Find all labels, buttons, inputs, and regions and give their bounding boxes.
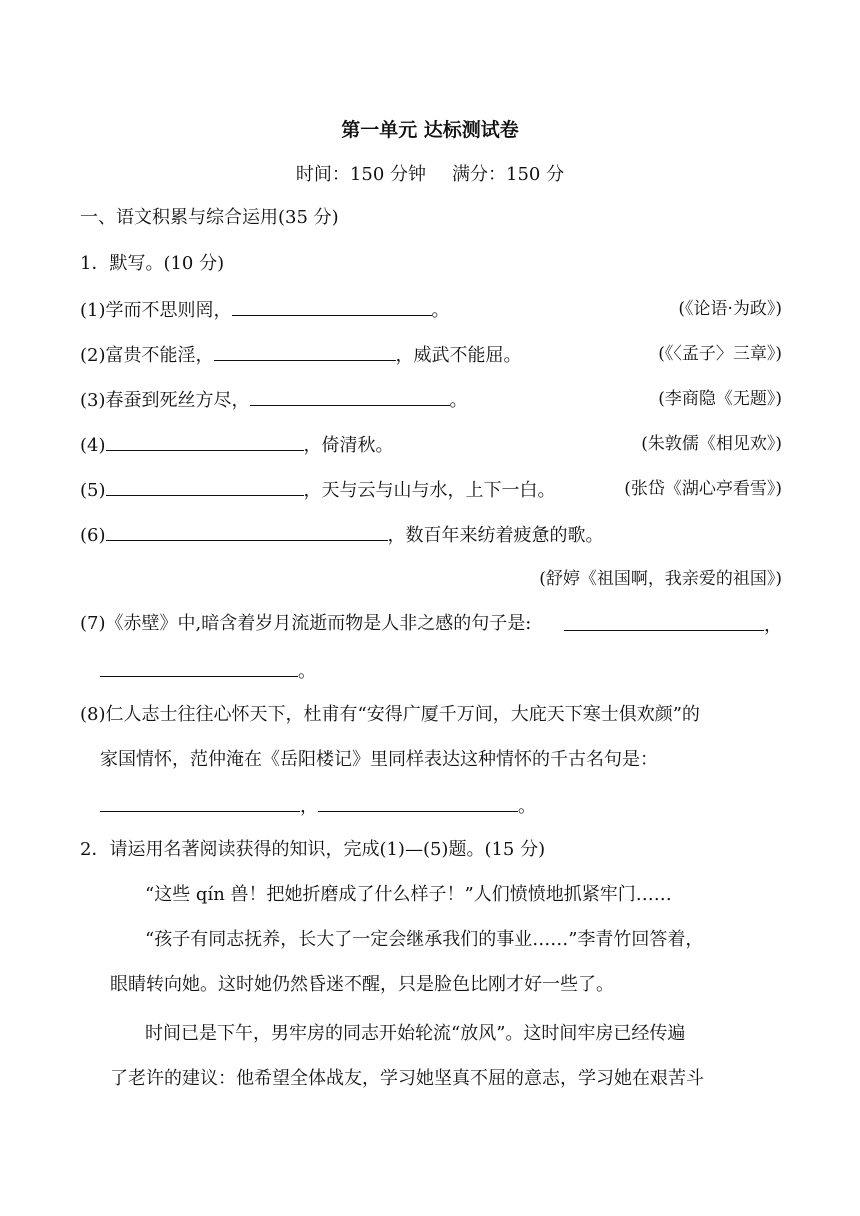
item-text-after: ，倚清秋。: [303, 435, 394, 456]
answer-blank[interactable]: [100, 793, 300, 812]
item-text-after: ，数百年来纺着疲惫的歌。: [387, 525, 604, 546]
q1-item-8-line2: 家国情怀，范仲淹在《岳阳楼记》里同样表达这种情怀的千古名句是：: [100, 749, 658, 770]
answer-blank[interactable]: [564, 612, 764, 631]
q1-item-6-source: (舒婷《祖国啊，我亲爱的祖国》): [539, 569, 782, 589]
answer-blank[interactable]: [318, 793, 518, 812]
answer-blank[interactable]: [214, 342, 396, 361]
passage-paragraph-3-line1: 时间已是下午，男牢房的同志开始轮流“放风”。这时间牢房已经传遍: [145, 1023, 686, 1044]
full-score: 满分：150 分: [452, 164, 565, 185]
item-text-after: ，天与云与山与水，上下一白。: [303, 480, 556, 501]
item-text-before: (1)学而不思则罔，: [80, 300, 232, 321]
item-comma: ，: [764, 615, 782, 636]
page-title: 第一单元 达标测试卷: [341, 119, 519, 141]
item-comma: ，: [300, 796, 318, 817]
q1-item-3-source: (李商隐《无题》): [658, 389, 782, 409]
item-text-before: (3)春蚕到死丝方尽，: [80, 390, 250, 411]
answer-blank[interactable]: [250, 387, 450, 406]
q1-item-2-source: (《〈孟子〉三章》): [658, 344, 782, 364]
item-text-after: 。: [449, 390, 468, 411]
q1-item-7: [80, 612, 782, 638]
q1-item-8-line3: [100, 793, 782, 819]
q1-item-1-source: (《论语·为政》): [678, 299, 782, 319]
exam-meta: [0, 160, 860, 186]
item-end: 。: [298, 661, 316, 682]
q1-item-8-line1: (8)仁人志士往往心怀天下，杜甫有“安得广厦千万间，大庇天下寒士俱欢颜”的: [80, 704, 700, 725]
item-end: 。: [518, 796, 536, 817]
time-limit: 时间：150 分钟: [295, 164, 426, 185]
q1-item-1: [80, 297, 782, 323]
item-text-before: (4): [80, 435, 106, 456]
q1-item-6: [80, 522, 782, 548]
passage-paragraph-2-line1: “孩子有同志抚养，长大了一定会继承我们的事业……”李青竹回答着，: [145, 929, 704, 950]
answer-blank[interactable]: [106, 477, 304, 496]
item-text-after: ，威武不能屈。: [395, 345, 522, 366]
question-2-heading: 2．请运用名著阅读获得的知识，完成(1)—(5)题。(15 分): [80, 839, 546, 860]
question-1-heading: 1．默写。(10 分): [80, 253, 225, 274]
passage-paragraph-2-line2: 眼睛转向她。这时她仍然昏迷不醒，只是脸色比刚才好一些了。: [110, 974, 614, 995]
q1-item-7-line2: [100, 658, 782, 684]
item-text: (7)《赤壁》中,暗含着岁月流逝而物是人非之感的句子是:: [80, 613, 532, 634]
item-text-before: (6): [80, 525, 106, 546]
section-heading: 一、语文积累与综合运用(35 分): [80, 207, 339, 228]
passage-paragraph-1: “这些 qín 兽！把她折磨成了什么样子！”人们愤愤地抓紧牢门……: [145, 884, 672, 905]
item-text-after: 。: [431, 300, 450, 321]
item-text-before: (5): [80, 480, 106, 501]
q1-item-4-source: (朱敦儒《相见欢》): [641, 434, 782, 454]
item-text-before: (2)富贵不能淫，: [80, 345, 214, 366]
answer-blank[interactable]: [106, 522, 388, 541]
answer-blank[interactable]: [106, 432, 304, 451]
answer-blank[interactable]: [232, 297, 432, 316]
answer-blank[interactable]: [100, 658, 298, 677]
q1-item-5-source: (张岱《湖心亭看雪》): [624, 479, 782, 499]
passage-paragraph-3-line2: 了老许的建议：他希望全体战友，学习她坚真不屈的意志，学习她在艰苦斗: [110, 1068, 704, 1089]
